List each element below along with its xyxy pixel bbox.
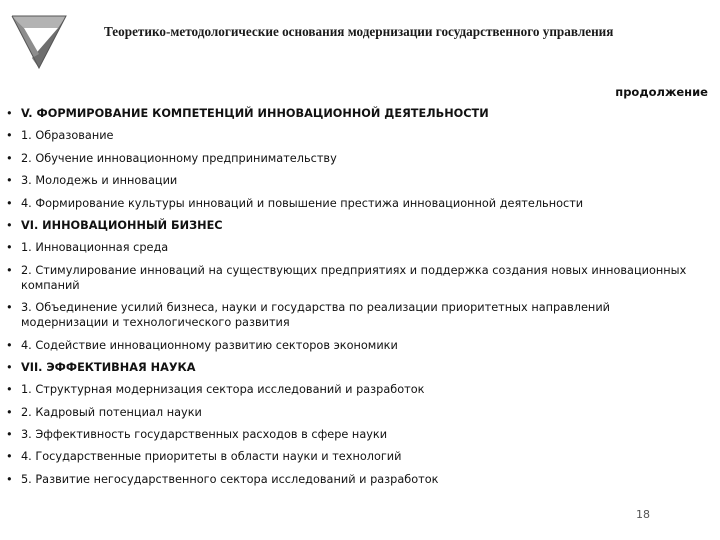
list-item: [6, 300, 696, 330]
list-item: [6, 263, 696, 293]
section-heading: [6, 360, 696, 375]
list-item-text: 4. Содействие инновационному развитию секторов экономики: [21, 338, 398, 352]
list-item: [6, 151, 696, 166]
bullet-list: [6, 106, 696, 494]
bullet-icon: •: [6, 428, 13, 442]
list-item-text: 2. Кадровый потенциал науки: [21, 405, 202, 419]
page-title: Теоретико-методологические основания модернизации государственного управления: [104, 24, 614, 39]
list-item-text: 3. Молодежь и инновации: [21, 174, 178, 188]
bullet-icon: •: [6, 218, 13, 232]
list-item: [6, 472, 696, 487]
bullet-icon: •: [6, 241, 13, 255]
list-item-text: 2. Стимулирование инноваций на существующих предприятиях и поддержка создания новых инновационных компаний: [21, 263, 687, 292]
list-item-text: 1. Образование: [21, 129, 114, 143]
bullet-icon: •: [6, 196, 13, 210]
list-item-text: V. ФОРМИРОВАНИЕ КОМПЕТЕНЦИЙ ИННОВАЦИОННОЙ ДЕЯТЕЛЬНОСТИ: [21, 107, 489, 120]
continuation-label: продолжение: [615, 85, 708, 99]
bullet-icon: •: [6, 151, 13, 165]
list-item-text: 5. Развитие негосударственного сектора исследований и разработок: [21, 472, 439, 486]
list-item-text: 2. Обучение инновационному предпринимательству: [21, 151, 337, 165]
section-heading: [6, 106, 696, 121]
list-item: [6, 427, 696, 442]
impossible-triangle-logo-icon: [8, 10, 70, 72]
bullet-icon: •: [6, 174, 13, 188]
list-item-text: 3. Объединение усилий бизнеса, науки и государства по реализации приоритетных направлений модернизации и технологического развития: [21, 301, 611, 330]
list-item-text: 3. Эффективность государственных расходов в сфере науки: [21, 428, 388, 442]
bullet-icon: •: [6, 107, 13, 120]
bullet-icon: •: [6, 450, 13, 464]
section-heading: [6, 218, 696, 233]
list-item-text: VII. ЭФФЕКТИВНАЯ НАУКА: [21, 360, 196, 374]
list-item: [6, 449, 696, 464]
list-item-text: 1. Инновационная среда: [21, 241, 169, 255]
bullet-icon: •: [6, 360, 13, 374]
list-item: [6, 196, 696, 211]
list-item: [6, 405, 696, 420]
bullet-icon: •: [6, 129, 13, 143]
bullet-icon: •: [6, 472, 13, 486]
list-item: [6, 240, 696, 255]
bullet-icon: •: [6, 301, 13, 315]
list-item: [6, 173, 696, 188]
list-item-text: VI. ИННОВАЦИОННЫЙ БИЗНЕС: [21, 218, 223, 232]
list-item: [6, 338, 696, 353]
page-number: 18: [636, 508, 650, 521]
bullet-icon: •: [6, 263, 13, 277]
list-item: [6, 382, 696, 397]
list-item-text: 4. Государственные приоритеты в области науки и технологий: [21, 450, 402, 464]
bullet-icon: •: [6, 383, 13, 397]
list-item: [6, 128, 696, 143]
bullet-icon: •: [6, 338, 13, 352]
list-item-text: 4. Формирование культуры инноваций и повышение престижа инновационной деятельности: [21, 196, 584, 210]
list-item-text: 1. Структурная модернизация сектора исследований и разработок: [21, 383, 425, 397]
bullet-icon: •: [6, 405, 13, 419]
